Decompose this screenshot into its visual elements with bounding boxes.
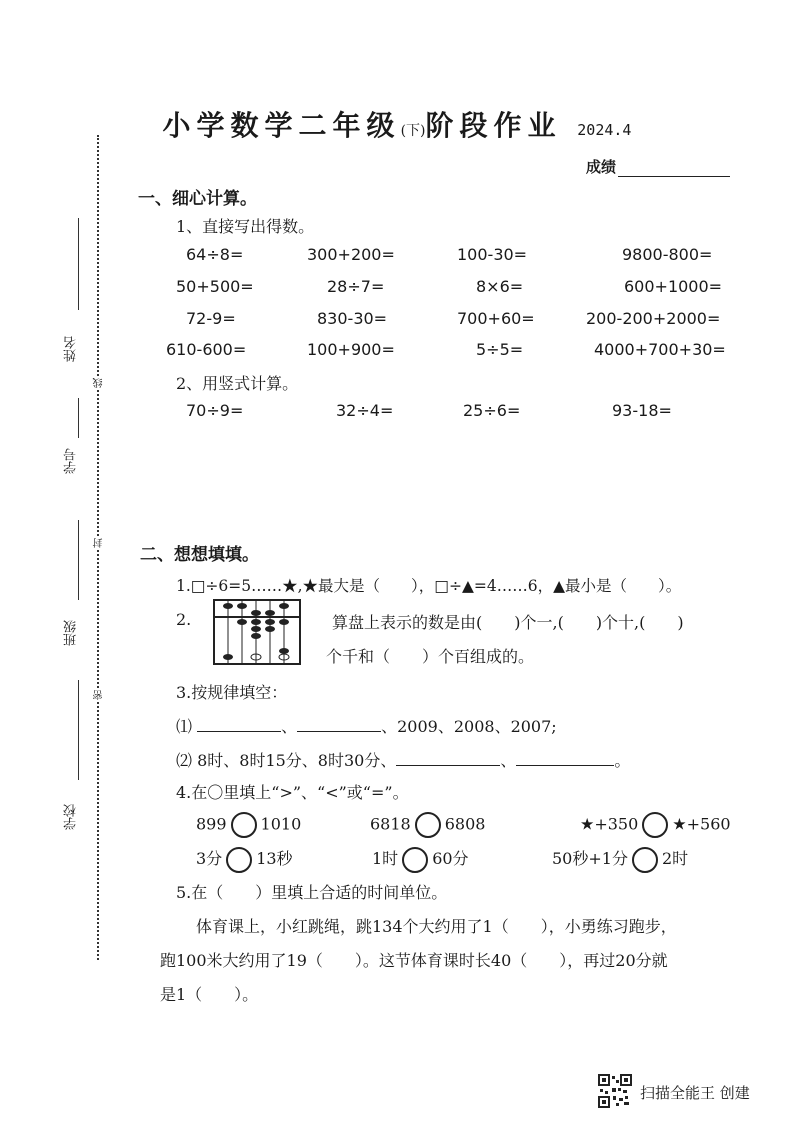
name-underline [78,218,79,310]
compare-item-5 [372,846,469,873]
calc-r0-c1: 300+200= [307,245,395,264]
q3a-blank-2[interactable] [297,717,381,732]
calc-r1-c0: 50+500= [176,277,254,296]
vertical-calc-3: 25÷6= [463,401,521,420]
title-main: 小学数学二年级 [162,109,401,142]
compare-item-6 [552,846,688,873]
compare-5-right: 60分 [432,849,469,868]
compare-4-circle[interactable] [226,847,252,873]
compare-item-1 [196,812,301,838]
section2-title: 二、想想填填。 [140,545,259,565]
calc-r2-c0: 72-9= [186,309,236,328]
school-label: 学校 [64,804,79,830]
compare-2-right: 6808 [444,814,486,834]
seal-mark-mi: 密 [94,690,105,700]
qr-code-icon [598,1074,632,1108]
calc-r1-c1: 28÷7= [327,277,385,296]
q3b-head: ⑵ 8时、8时15分、8时30分、 [176,751,397,770]
compare-5-left: 1时 [372,849,399,868]
compare-6-left: 50秒+1分 [552,849,628,868]
compare-5-circle[interactable] [402,847,428,873]
fill-q1: 1.□÷6=5……★,★最大是（ ），□÷▲=4……6，▲最小是（ ）。 [176,577,682,595]
calc-r1-c3: 600+1000= [624,277,723,296]
scanner-watermark: 扫描全能王 创建 [640,1084,750,1102]
calc-r0-c0: 64÷8= [186,245,244,264]
q3a-number: ⑴ [176,717,193,736]
compare-2-circle[interactable] [415,812,441,838]
class-label: 班级 [64,620,79,646]
fill-q5-title: 5.在（ ）里填上合适的时间单位。 [176,883,448,902]
fill-q3-title: 3.按规律填空： [176,683,288,702]
number-underline [78,398,79,438]
calc-r0-c2: 100-30= [457,245,528,264]
compare-6-circle[interactable] [632,847,658,873]
q3b-sep: 、 [500,751,517,770]
fill-q5-line1: 体育课上，小红跳绳，跳134个大约用了1（ ），小勇练习跑步， [196,917,677,936]
compare-1-left: 899 [196,814,227,834]
name-label: 姓名 [64,336,79,362]
title-tail: 阶段作业 [425,109,562,142]
calc-r2-c2: 700+60= [457,309,535,328]
compare-4-left: 3分 [196,849,223,868]
fill-q4-title: 4.在〇里填上“>”、“<”或“=”。 [176,783,409,802]
fill-q2-number: 2. [176,610,192,629]
q3b-blank-1[interactable] [396,751,500,766]
fill-q5-line2: 跑100米大约用了19（ ）。这节体育课时长40（ ），再过20分就 [160,951,668,970]
title-date: 2024.4 [577,121,632,139]
calc-r3-c0: 610-600= [166,340,247,359]
q3a-blank-1[interactable] [197,717,281,732]
vertical-calc-2: 32÷4= [336,401,394,420]
seal-mark-xian: 线 [94,378,105,388]
score-blank[interactable] [618,162,730,177]
calc-r0-c3: 9800-800= [622,245,713,264]
calc-r2-c3: 200-200+2000= [586,309,721,328]
q2-title: 2、用竖式计算。 [176,374,299,393]
calc-r3-c3: 4000+700+30= [594,340,726,359]
title-paren: (下) [400,123,426,139]
q3a-sep: 、 [281,717,298,736]
compare-2-left: 6818 [370,814,411,834]
compare-1-right: 1010 [260,814,302,834]
abacus-icon [212,597,302,667]
q3b-blank-2[interactable] [516,751,614,766]
vertical-calc-4: 93-18= [612,401,672,420]
school-underline [78,680,79,780]
vertical-calc-1: 70÷9= [186,401,244,420]
compare-6-right: 2时 [661,849,689,868]
fill-q5-line3: 是1（ ）。 [160,985,259,1004]
fill-q3-b [176,748,630,771]
score-label: 成绩 [586,158,617,176]
seal-mark-feng: 封 [94,538,105,548]
calc-r3-c2: 5÷5= [476,340,524,359]
q3b-end: 。 [614,751,631,770]
class-underline [78,520,79,600]
compare-3-left: ★+350 [580,814,639,834]
score-field [586,156,730,177]
fill-q2-line1: 算盘上表示的数是由( )个一,( )个十,( ) [332,613,684,632]
calc-r2-c1: 830-30= [317,309,388,328]
compare-3-right: ★+560 [672,814,731,834]
compare-3-circle[interactable] [642,812,668,838]
section1-title: 一、细心计算。 [138,189,257,209]
number-label: 学号 [64,448,79,474]
compare-item-3 [580,812,731,838]
calc-r1-c2: 8×6= [476,277,524,296]
fill-q3-a [176,714,557,737]
compare-item-2 [370,812,485,838]
compare-1-circle[interactable] [231,812,257,838]
calc-r3-c1: 100+900= [307,340,395,359]
fill-q2-line2: 个千和（ ）个百组成的。 [326,647,535,666]
page-title [0,104,794,144]
compare-item-4 [196,846,293,873]
compare-4-right: 13秒 [256,849,293,868]
q1-title: 1、直接写出得数。 [176,217,315,236]
q3a-tail: 、2009、2008、2007; [381,717,557,736]
